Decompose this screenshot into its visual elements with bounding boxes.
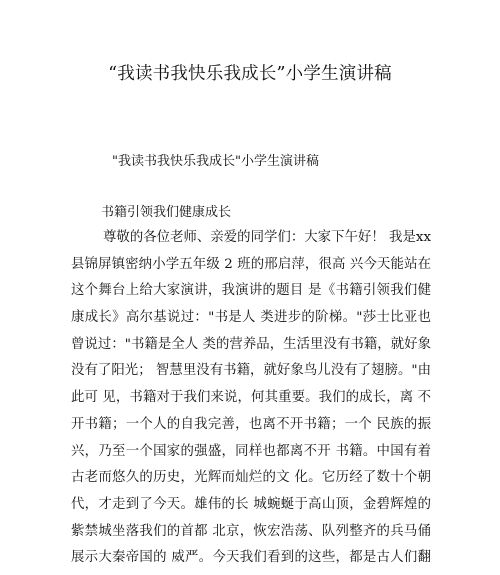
- body-line: 开书籍；一个人的自我完善，也离不开书籍；一个 民族的振: [71, 416, 431, 432]
- body-line: 县锦屏镇密纳小学五年级 2 班的邢启萍，很高 兴今天能站在: [71, 256, 431, 272]
- body-line: 曾说过："书籍是全人 类的营养品，生活里没有书籍，就好象: [71, 336, 431, 352]
- body-line: 展示大秦帝国的 威严。今天我们看到的这些，都是古人们翻: [71, 550, 431, 566]
- body-line: 这个舞台上给大家演讲，我演讲的题目 是《书籍引领我们健: [71, 283, 431, 299]
- body-line: 尊敬的各位老师、亲爱的同学们：大家下午好！ 我是xx: [103, 230, 431, 245]
- body-line: 紫禁城坐落我们的首都 北京，恢宏浩荡、队列整齐的兵马俑: [71, 523, 431, 539]
- document-title: “我读书我快乐我成长”小学生演讲稿: [108, 64, 392, 84]
- section-heading: 书籍引领我们健康成长: [101, 205, 232, 220]
- speech-subtitle: "我读书我快乐我成长"小学生演讲稿: [112, 154, 319, 169]
- body-line: 康成长》高尔基说过："书是人 类进步的阶梯。"莎士比亚也: [71, 310, 431, 326]
- body-line: 古老而悠久的历史，光辉而灿烂的文 化。它历经了数十个朝: [71, 470, 431, 486]
- body-line: 没有了阳光； 智慧里没有书籍，就好象鸟儿没有了翅膀。"由: [71, 363, 431, 379]
- body-line: 代，才走到了今天。雄伟的长 城蜿蜒于高山顶，金碧辉煌的: [71, 496, 431, 512]
- body-line: 兴，乃至一个国家的强盛，同样也都离不开 书籍。中国有着: [71, 443, 431, 459]
- body-text: [71, 228, 431, 575]
- body-line: 此可 见，书籍对于我们来说，何其重要。我们的成长，离 不: [71, 390, 431, 406]
